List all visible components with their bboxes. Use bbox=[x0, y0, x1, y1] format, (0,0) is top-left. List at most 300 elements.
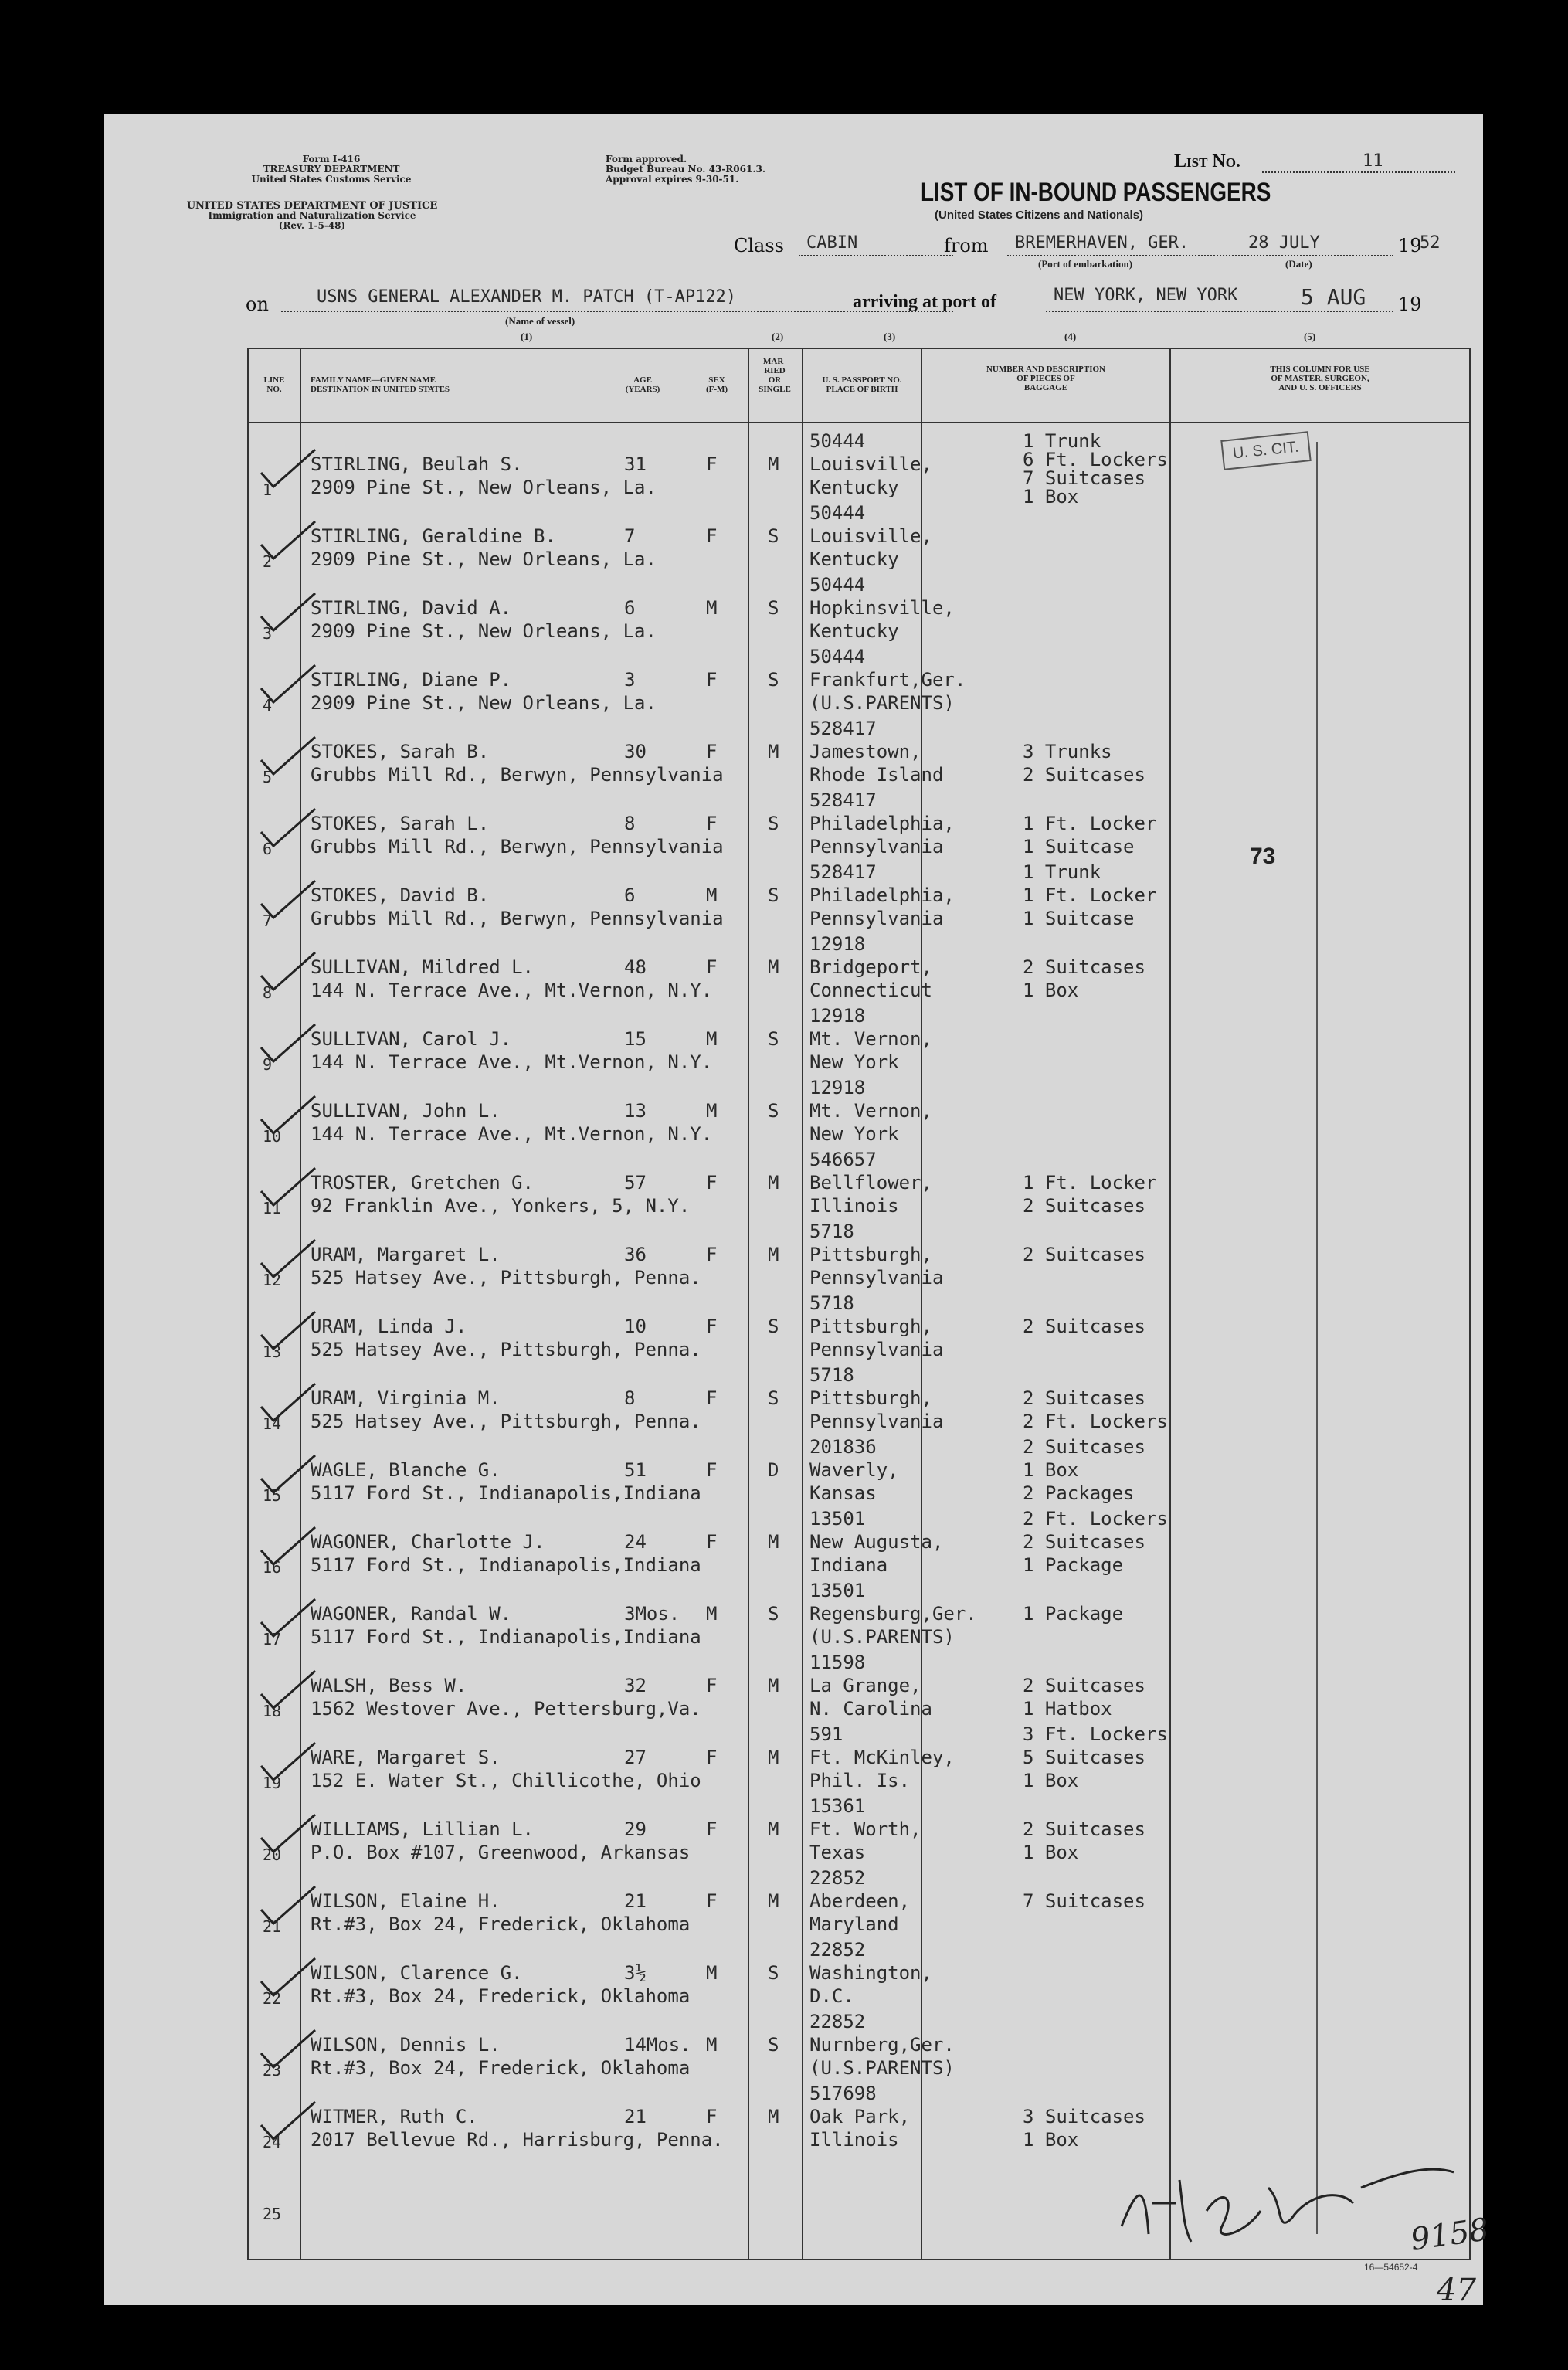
passenger-address: 144 N. Terrace Ave., Mt.Vernon, N.Y. bbox=[311, 1123, 713, 1145]
line-number: 24 bbox=[263, 2133, 282, 2151]
passenger-age: 6 bbox=[624, 597, 636, 619]
passenger-address: P.O. Box #107, Greenwood, Arkansas bbox=[311, 1842, 691, 1863]
birth-place-line-2: Pennsylvania bbox=[809, 1339, 944, 1360]
passenger-marital-status: M bbox=[768, 1531, 779, 1553]
passenger-sex: F bbox=[706, 2106, 718, 2127]
baggage-item: 1 Box bbox=[1023, 980, 1079, 1001]
birth-place-line-1: Philadelphia, bbox=[809, 885, 955, 906]
birth-place-line-2: Connecticut bbox=[809, 980, 932, 1001]
line-number: 25 bbox=[263, 2205, 282, 2223]
passenger-sex: M bbox=[706, 1100, 718, 1122]
birth-place-line-2: New York bbox=[809, 1051, 899, 1073]
header-name: FAMILY NAME—GIVEN NAME DESTINATION IN UNITED STATES bbox=[311, 375, 450, 394]
line-number: 21 bbox=[263, 1917, 282, 1936]
baggage-item: 2 Suitcases bbox=[1023, 1531, 1145, 1553]
baggage-item: 3 Ft. Lockers bbox=[1023, 1723, 1168, 1745]
baggage-item: 1 Box bbox=[1023, 1842, 1079, 1863]
check-mark bbox=[256, 1307, 318, 1353]
baggage-item: 1 Ft. Locker bbox=[1023, 885, 1157, 906]
treasury-dept: TREASURY DEPARTMENT bbox=[263, 164, 400, 175]
baggage-item: 1 Package bbox=[1023, 1603, 1124, 1625]
passenger-address: 144 N. Terrace Ave., Mt.Vernon, N.Y. bbox=[311, 1051, 713, 1073]
birth-place-line-2: Illinois bbox=[809, 1195, 899, 1217]
birth-place-line-1: Ft. Worth, bbox=[809, 1818, 921, 1840]
birth-place-line-2: N. Carolina bbox=[809, 1698, 932, 1720]
passport-number: 5718 bbox=[809, 1221, 854, 1242]
passenger-address: Rt.#3, Box 24, Frederick, Oklahoma bbox=[311, 2057, 691, 2079]
baggage-item: 1 Box bbox=[1023, 486, 1079, 508]
baggage-item: 2 Ft. Lockers bbox=[1023, 1508, 1168, 1530]
check-mark bbox=[256, 2169, 318, 2216]
passenger-marital-status: S bbox=[768, 669, 779, 691]
class-label: Class bbox=[734, 235, 784, 256]
birth-place-line-1: Waverly, bbox=[809, 1459, 899, 1481]
passenger-name: STIRLING, David A. bbox=[311, 597, 512, 619]
baggage-item: 7 Suitcases bbox=[1023, 467, 1145, 489]
check-mark bbox=[256, 1451, 318, 1497]
birth-place-line-2: Maryland bbox=[809, 1913, 899, 1935]
passenger-marital-status: M bbox=[768, 741, 779, 762]
passenger-marital-status: S bbox=[768, 1962, 779, 1984]
passenger-marital-status: S bbox=[768, 1100, 779, 1122]
line-number: 12 bbox=[263, 1271, 282, 1289]
line-number: 16 bbox=[263, 1558, 282, 1577]
form-footer-ref: 16—54652-4 bbox=[1364, 2262, 1418, 2273]
baggage-item: 1 Ft. Locker bbox=[1023, 1172, 1157, 1193]
passenger-address: 2909 Pine St., New Orleans, La. bbox=[311, 620, 657, 642]
birth-place-line-2: Kentucky bbox=[809, 548, 899, 570]
line-number: 1 bbox=[263, 480, 273, 499]
passenger-name: URAM, Margaret L. bbox=[311, 1244, 501, 1265]
line-number: 3 bbox=[263, 624, 273, 643]
passenger-sex: F bbox=[706, 741, 718, 762]
class-value: CABIN bbox=[806, 233, 858, 253]
passenger-age: 13 bbox=[624, 1100, 647, 1122]
passenger-address: 525 Hatsey Ave., Pittsburgh, Penna. bbox=[311, 1267, 701, 1289]
check-mark bbox=[256, 1235, 318, 1282]
passenger-age: 3Mos. bbox=[624, 1603, 680, 1625]
passenger-age: 32 bbox=[624, 1675, 647, 1696]
check-mark bbox=[256, 1954, 318, 2000]
check-mark bbox=[256, 2097, 318, 2144]
passenger-age: 15 bbox=[624, 1028, 647, 1050]
passenger-sex: F bbox=[706, 1459, 718, 1481]
passport-number: 201836 bbox=[809, 1436, 877, 1458]
check-mark bbox=[256, 732, 318, 779]
justice-dept: UNITED STATES DEPARTMENT OF JUSTICE bbox=[186, 200, 438, 212]
passenger-age: 14Mos. bbox=[624, 2034, 691, 2056]
check-mark bbox=[256, 517, 318, 563]
birth-place-line-2: Pennsylvania bbox=[809, 1267, 944, 1289]
passenger-address: 144 N. Terrace Ave., Mt.Vernon, N.Y. bbox=[311, 980, 713, 1001]
col-num-2: (2) bbox=[772, 331, 784, 342]
line-number: 20 bbox=[263, 1845, 282, 1864]
passenger-name: URAM, Virginia M. bbox=[311, 1387, 501, 1409]
birth-place-line-1: Washington, bbox=[809, 1962, 932, 1984]
list-no-label: List No. bbox=[1174, 151, 1240, 171]
birth-place-line-2: (U.S.PARENTS) bbox=[809, 2057, 955, 2079]
header-baggage: NUMBER AND DESCRIPTION OF PIECES OF BAGGAGE bbox=[986, 365, 1106, 392]
baggage-item: 7 Suitcases bbox=[1023, 1890, 1145, 1912]
passport-number: 12918 bbox=[809, 1005, 866, 1027]
passenger-age: 30 bbox=[624, 741, 647, 762]
passenger-marital-status: M bbox=[768, 1890, 779, 1912]
passenger-age: 8 bbox=[624, 1387, 636, 1409]
arriving-label: arriving at port of bbox=[853, 292, 996, 312]
birth-place-line-2: Illinois bbox=[809, 2129, 899, 2151]
birth-place-line-1: Pittsburgh, bbox=[809, 1316, 932, 1337]
baggage-item: 1 Trunk bbox=[1023, 430, 1101, 452]
passenger-address: 92 Franklin Ave., Yonkers, 5, N.Y. bbox=[311, 1195, 691, 1217]
passport-number: 50444 bbox=[809, 502, 866, 524]
passenger-marital-status: S bbox=[768, 885, 779, 906]
birth-place-line-2: (U.S.PARENTS) bbox=[809, 1626, 955, 1648]
passenger-age: 29 bbox=[624, 1818, 647, 1840]
baggage-item: 2 Suitcases bbox=[1023, 1316, 1145, 1337]
birth-place-line-2: Texas bbox=[809, 1842, 866, 1863]
passenger-marital-status: S bbox=[768, 1387, 779, 1409]
passport-number: 13501 bbox=[809, 1508, 866, 1530]
passenger-marital-status: S bbox=[768, 1316, 779, 1337]
passenger-sex: F bbox=[706, 1890, 718, 1912]
check-mark bbox=[256, 804, 318, 851]
passenger-age: 8 bbox=[624, 813, 636, 834]
passenger-age: 51 bbox=[624, 1459, 647, 1481]
passport-number: 50444 bbox=[809, 574, 866, 596]
passenger-sex: F bbox=[706, 1244, 718, 1265]
passenger-address: 5117 Ford St., Indianapolis,Indiana bbox=[311, 1482, 701, 1504]
birth-place-line-1: Hopkinsville, bbox=[809, 597, 955, 619]
customs-service: United States Customs Service bbox=[251, 174, 412, 185]
passenger-sex: F bbox=[706, 1172, 718, 1193]
passenger-address: 2909 Pine St., New Orleans, La. bbox=[311, 692, 657, 714]
arrival-year-prefix: 19 bbox=[1398, 294, 1422, 315]
passenger-address: 525 Hatsey Ave., Pittsburgh, Penna. bbox=[311, 1411, 701, 1432]
baggage-item: 2 Suitcases bbox=[1023, 1244, 1145, 1265]
birth-place-line-2: New York bbox=[809, 1123, 899, 1145]
birth-place-line-1: Mt. Vernon, bbox=[809, 1100, 932, 1122]
passenger-sex: F bbox=[706, 1531, 718, 1553]
baggage-item: 1 Ft. Locker bbox=[1023, 813, 1157, 834]
check-mark bbox=[256, 2025, 318, 2072]
passenger-name: WILSON, Elaine H. bbox=[311, 1890, 501, 1912]
date-caption: (Date) bbox=[1285, 258, 1312, 270]
passenger-name: WITMER, Ruth C. bbox=[311, 2106, 478, 2127]
passenger-name: STOKES, Sarah L. bbox=[311, 813, 490, 834]
birth-place-line-1: Jamestown, bbox=[809, 741, 921, 762]
passenger-sex: F bbox=[706, 1747, 718, 1768]
passenger-sex: F bbox=[706, 956, 718, 978]
col-num-4: (4) bbox=[1064, 331, 1077, 342]
passenger-name: TROSTER, Gretchen G. bbox=[311, 1172, 534, 1193]
passport-number: 546657 bbox=[809, 1149, 877, 1170]
passenger-marital-status: S bbox=[768, 597, 779, 619]
passenger-marital-status: M bbox=[768, 453, 779, 475]
line-number: 6 bbox=[263, 840, 273, 858]
line-number: 18 bbox=[263, 1702, 282, 1720]
birth-place-line-1: Philadelphia, bbox=[809, 813, 955, 834]
line-number: 14 bbox=[263, 1414, 282, 1433]
baggage-item: 1 Box bbox=[1023, 1770, 1079, 1791]
justice-block bbox=[127, 201, 497, 231]
baggage-item: 2 Suitcases bbox=[1023, 1195, 1145, 1217]
passenger-sex: F bbox=[706, 1818, 718, 1840]
passenger-age: 31 bbox=[624, 453, 647, 475]
passenger-name: WILLIAMS, Lillian L. bbox=[311, 1818, 534, 1840]
year-value: 52 bbox=[1420, 233, 1441, 253]
approval-block bbox=[606, 154, 765, 185]
passenger-name: SULLIVAN, John L. bbox=[311, 1100, 501, 1122]
passport-number: 5718 bbox=[809, 1364, 854, 1386]
passport-number: 22852 bbox=[809, 2011, 866, 2032]
birth-place-line-1: Regensburg,Ger. bbox=[809, 1603, 977, 1625]
passport-number: 50444 bbox=[809, 646, 866, 667]
header-sex: SEX (F-M) bbox=[705, 375, 728, 394]
passenger-marital-status: S bbox=[768, 525, 779, 547]
baggage-item: 3 Trunks bbox=[1023, 741, 1112, 762]
passport-number: 11598 bbox=[809, 1652, 866, 1673]
passenger-address: 2909 Pine St., New Orleans, La. bbox=[311, 548, 657, 570]
passenger-sex: F bbox=[706, 1316, 718, 1337]
signature-note-2: 47 bbox=[1437, 2273, 1476, 2308]
birth-place-line-2: Kentucky bbox=[809, 477, 899, 498]
approval-line-3: Approval expires 9-30-51. bbox=[606, 174, 739, 185]
passport-number: 528417 bbox=[809, 718, 877, 739]
birth-place-line-1: Oak Park, bbox=[809, 2106, 911, 2127]
passenger-name: WAGLE, Blanche G. bbox=[311, 1459, 501, 1481]
arrival-port: NEW YORK, NEW YORK bbox=[1054, 286, 1238, 305]
baggage-item: 1 Suitcase bbox=[1023, 908, 1135, 929]
passenger-sex: F bbox=[706, 1387, 718, 1409]
vessel-col-num: (1) bbox=[521, 331, 533, 342]
header-age: AGE (YEARS) bbox=[625, 375, 660, 394]
page-subtitle: (United States Citizens and Nationals) bbox=[935, 209, 1144, 222]
check-mark bbox=[256, 1163, 318, 1210]
baggage-item: 1 Box bbox=[1023, 2129, 1079, 2151]
passenger-address: 1562 Westover Ave., Pettersburg,Va. bbox=[311, 1698, 701, 1720]
passenger-marital-status: D bbox=[768, 1459, 779, 1481]
passenger-sex: M bbox=[706, 2034, 718, 2056]
passenger-sex: M bbox=[706, 1603, 718, 1625]
check-mark bbox=[256, 660, 318, 707]
baggage-item: 2 Suitcases bbox=[1023, 764, 1145, 786]
baggage-item: 1 Trunk bbox=[1023, 861, 1101, 883]
baggage-item: 2 Packages bbox=[1023, 1482, 1135, 1504]
birth-place-line-1: Louisville, bbox=[809, 453, 932, 475]
year-prefix: 19 bbox=[1398, 235, 1422, 256]
passenger-name: WALSH, Bess W. bbox=[311, 1675, 467, 1696]
arrival-date: 5 AUG bbox=[1301, 284, 1366, 310]
birth-place-line-2: Pennsylvania bbox=[809, 1411, 944, 1432]
birth-place-line-1: Nurnberg,Ger. bbox=[809, 2034, 955, 2056]
birth-place-line-1: Pittsburgh, bbox=[809, 1387, 932, 1409]
passenger-name: WILSON, Dennis L. bbox=[311, 2034, 501, 2056]
check-mark bbox=[256, 445, 318, 491]
line-number: 8 bbox=[263, 983, 273, 1002]
line-number: 4 bbox=[263, 696, 273, 715]
check-mark bbox=[256, 589, 318, 635]
passenger-marital-status: M bbox=[768, 1818, 779, 1840]
birth-place-line-1: Bellflower, bbox=[809, 1172, 932, 1193]
passenger-marital-status: M bbox=[768, 1747, 779, 1768]
passenger-name: WARE, Margaret S. bbox=[311, 1747, 501, 1768]
check-mark bbox=[256, 948, 318, 994]
birth-place-line-1: La Grange, bbox=[809, 1675, 921, 1696]
baggage-item: 2 Suitcases bbox=[1023, 1675, 1145, 1696]
passenger-sex: M bbox=[706, 885, 718, 906]
passport-number: 517698 bbox=[809, 2083, 877, 2104]
passenger-address: Grubbs Mill Rd., Berwyn, Pennsylvania bbox=[311, 908, 724, 929]
officer-count: 73 bbox=[1250, 844, 1276, 869]
line-number: 23 bbox=[263, 2061, 282, 2080]
passenger-address: Grubbs Mill Rd., Berwyn, Pennsylvania bbox=[311, 836, 724, 857]
from-caption: (Port of embarkation) bbox=[1038, 258, 1133, 270]
list-no-value: 11 bbox=[1363, 151, 1383, 171]
us-citizen-stamp: U. S. CIT. bbox=[1220, 431, 1311, 470]
birth-place-line-1: Bridgeport, bbox=[809, 956, 932, 978]
birth-place-line-2: Pennsylvania bbox=[809, 836, 944, 857]
baggage-item: 1 Box bbox=[1023, 1459, 1079, 1481]
page-title: LIST OF IN-BOUND PASSENGERS bbox=[921, 178, 1271, 207]
baggage-item: 6 Ft. Lockers bbox=[1023, 449, 1168, 470]
col-num-3: (3) bbox=[884, 331, 896, 342]
line-number: 2 bbox=[263, 552, 273, 571]
passenger-address: Grubbs Mill Rd., Berwyn, Pennsylvania bbox=[311, 764, 724, 786]
passenger-address: 2017 Bellevue Rd., Harrisburg, Penna. bbox=[311, 2129, 724, 2151]
check-mark bbox=[256, 1738, 318, 1784]
birth-place-line-2: Indiana bbox=[809, 1554, 888, 1576]
header-line-no: LINE NO. bbox=[263, 375, 285, 394]
passenger-name: SULLIVAN, Carol J. bbox=[311, 1028, 512, 1050]
birth-place-line-2: Pennsylvania bbox=[809, 908, 944, 929]
birth-place-line-2: Rhode Island bbox=[809, 764, 944, 786]
manifest-page bbox=[104, 114, 1492, 2308]
passenger-age: 57 bbox=[624, 1172, 647, 1193]
passenger-marital-status: M bbox=[768, 1675, 779, 1696]
header-officers: THIS COLUMN FOR USE OF MASTER, SURGEON, AND U. S. OFFICERS bbox=[1270, 365, 1370, 392]
passport-number: 13501 bbox=[809, 1580, 866, 1601]
passenger-marital-status: S bbox=[768, 1028, 779, 1050]
baggage-item: 3 Suitcases bbox=[1023, 2106, 1145, 2127]
line-number: 10 bbox=[263, 1127, 282, 1146]
from-label: from bbox=[944, 235, 989, 256]
passenger-age: 6 bbox=[624, 885, 636, 906]
check-mark bbox=[256, 1020, 318, 1066]
form-agency-block bbox=[227, 154, 436, 185]
birth-place-line-2: (U.S.PARENTS) bbox=[809, 692, 955, 714]
passenger-age: 21 bbox=[624, 1890, 647, 1912]
passenger-sex: F bbox=[706, 813, 718, 834]
birth-place-line-1: Pittsburgh, bbox=[809, 1244, 932, 1265]
passenger-age: 36 bbox=[624, 1244, 647, 1265]
passenger-marital-status: M bbox=[768, 2106, 779, 2127]
passenger-age: 24 bbox=[624, 1531, 647, 1553]
baggage-item: 2 Ft. Lockers bbox=[1023, 1411, 1168, 1432]
passenger-marital-status: S bbox=[768, 813, 779, 834]
signature-note-1: 9158 bbox=[1408, 2212, 1492, 2258]
passenger-sex: M bbox=[706, 597, 718, 619]
vessel-caption: (Name of vessel) bbox=[505, 315, 575, 327]
passenger-age: 3 bbox=[624, 669, 636, 691]
line-number: 11 bbox=[263, 1199, 282, 1217]
passport-number: 15361 bbox=[809, 1795, 866, 1817]
passenger-name: WAGONER, Randal W. bbox=[311, 1603, 512, 1625]
header-passport: U. S. PASSPORT NO. PLACE OF BIRTH bbox=[822, 375, 902, 394]
passenger-address: 5117 Ford St., Indianapolis,Indiana bbox=[311, 1554, 701, 1576]
passenger-name: WAGONER, Charlotte J. bbox=[311, 1531, 545, 1553]
baggage-item: 1 Hatbox bbox=[1023, 1698, 1112, 1720]
immigration-service: Immigration and Naturalization Service bbox=[208, 210, 416, 221]
approval-line-1: Form approved. bbox=[606, 154, 687, 165]
passenger-sex: F bbox=[706, 453, 718, 475]
passenger-marital-status: S bbox=[768, 1603, 779, 1625]
birth-place-line-1: Louisville, bbox=[809, 525, 932, 547]
passenger-age: 27 bbox=[624, 1747, 647, 1768]
baggage-item: 1 Suitcase bbox=[1023, 836, 1135, 857]
vessel-name: USNS GENERAL ALEXANDER M. PATCH (T-AP122) bbox=[317, 287, 737, 307]
baggage-item: 5 Suitcases bbox=[1023, 1747, 1145, 1768]
passenger-name: STIRLING, Beulah S. bbox=[311, 453, 523, 475]
passenger-address: 152 E. Water St., Chillicothe, Ohio bbox=[311, 1770, 701, 1791]
baggage-item: 2 Suitcases bbox=[1023, 1387, 1145, 1409]
passenger-age: 3½ bbox=[624, 1962, 647, 1984]
on-label: on bbox=[246, 294, 269, 315]
check-mark bbox=[256, 1666, 318, 1713]
baggage-item: 1 Package bbox=[1023, 1554, 1124, 1576]
date-value: 28 JULY bbox=[1248, 233, 1320, 253]
birth-place-line-2: Kansas bbox=[809, 1482, 877, 1504]
check-mark bbox=[256, 1092, 318, 1138]
header-married: MAR- RIED OR SINGLE bbox=[759, 357, 791, 394]
passenger-marital-status: S bbox=[768, 2034, 779, 2056]
approval-line-2: Budget Bureau No. 43-R061.3. bbox=[606, 164, 766, 175]
birth-place-line-1: Aberdeen, bbox=[809, 1890, 911, 1912]
check-mark bbox=[256, 1594, 318, 1641]
birth-place-line-2: Phil. Is. bbox=[809, 1770, 911, 1791]
line-number: 5 bbox=[263, 768, 273, 786]
passenger-age: 48 bbox=[624, 956, 647, 978]
passenger-marital-status: M bbox=[768, 1244, 779, 1265]
passport-number: 12918 bbox=[809, 1077, 866, 1098]
passenger-name: STOKES, Sarah B. bbox=[311, 741, 490, 762]
from-value: BREMERHAVEN, GER. bbox=[1015, 233, 1190, 253]
passenger-address: 525 Hatsey Ave., Pittsburgh, Penna. bbox=[311, 1339, 701, 1360]
check-mark bbox=[256, 1810, 318, 1856]
birth-place-line-2: Kentucky bbox=[809, 620, 899, 642]
passenger-address: 5117 Ford St., Indianapolis,Indiana bbox=[311, 1626, 701, 1648]
line-number: 22 bbox=[263, 1989, 282, 2008]
line-number: 15 bbox=[263, 1486, 282, 1505]
passenger-name: STIRLING, Geraldine B. bbox=[311, 525, 556, 547]
passenger-sex: M bbox=[706, 1028, 718, 1050]
passenger-sex: F bbox=[706, 669, 718, 691]
passenger-sex: M bbox=[706, 1962, 718, 1984]
baggage-item: 2 Suitcases bbox=[1023, 1818, 1145, 1840]
check-mark bbox=[256, 1379, 318, 1425]
passport-number: 591 bbox=[809, 1723, 843, 1745]
passenger-address: Rt.#3, Box 24, Frederick, Oklahoma bbox=[311, 1913, 691, 1935]
baggage-item: 2 Suitcases bbox=[1023, 956, 1145, 978]
passenger-sex: F bbox=[706, 525, 718, 547]
passport-number: 5718 bbox=[809, 1292, 854, 1314]
passport-number: 22852 bbox=[809, 1867, 866, 1889]
col-num-5: (5) bbox=[1304, 331, 1316, 342]
birth-place-line-2: D.C. bbox=[809, 1985, 854, 2007]
check-mark bbox=[256, 1523, 318, 1569]
line-number: 13 bbox=[263, 1343, 282, 1361]
passenger-age: 10 bbox=[624, 1316, 647, 1337]
passenger-marital-status: M bbox=[768, 956, 779, 978]
